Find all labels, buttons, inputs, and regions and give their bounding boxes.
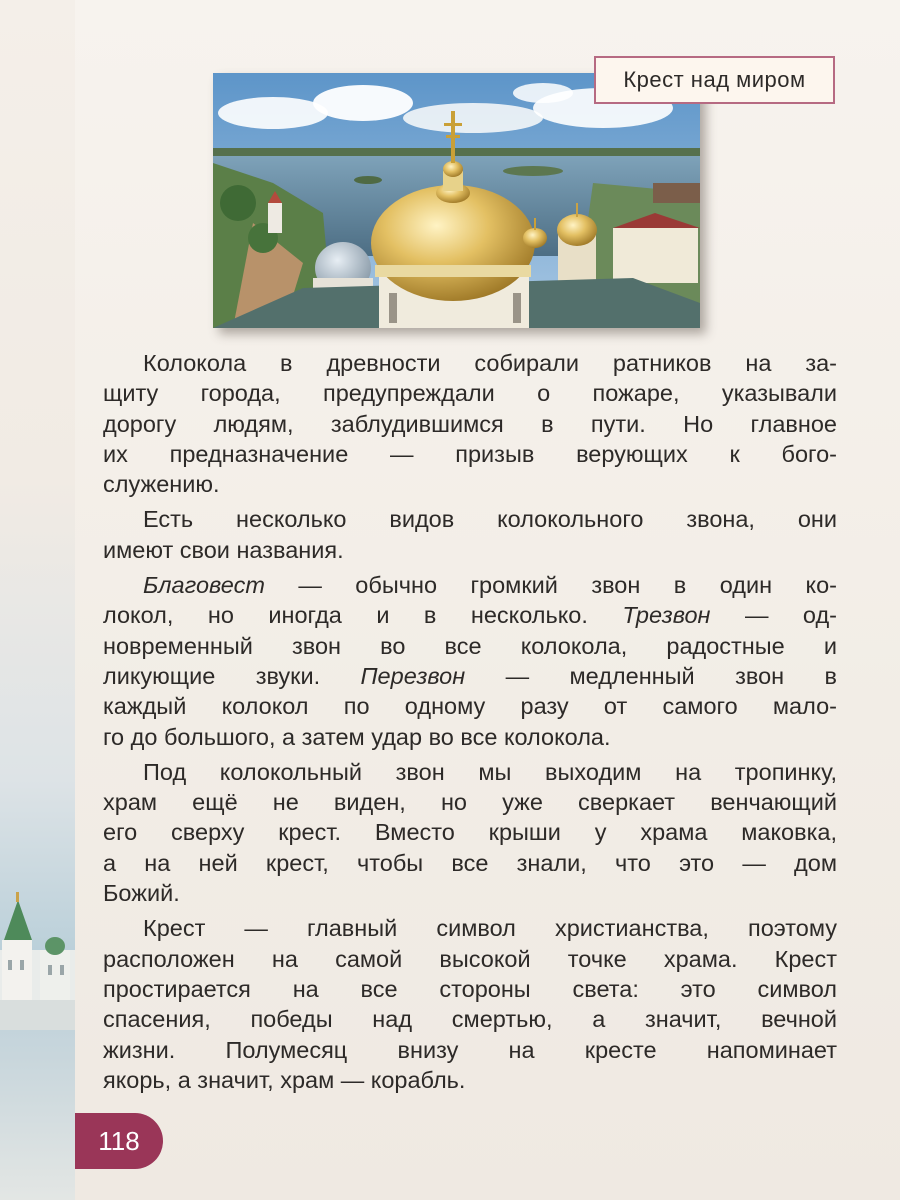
emphasized-term: Благовест (143, 572, 265, 599)
text-segment: — од- (710, 602, 838, 629)
paragraph (103, 913, 837, 1095)
text-segment: каждый колокол по одному разу от самого мало- (103, 693, 837, 720)
text-segment: — медленный звон в (465, 662, 837, 689)
text-line (103, 469, 837, 499)
paragraph (103, 504, 837, 565)
text-line (103, 409, 837, 439)
text-line (103, 631, 837, 661)
text-line (103, 848, 837, 878)
text-segment: спасения, победы над смертью, а значит, вечной (103, 1006, 837, 1033)
text-segment: расположен на самой высокой точке храма. Крест (103, 945, 837, 972)
text-line (103, 504, 837, 534)
text-segment: якорь, а значит, храм — корабль. (103, 1066, 466, 1093)
text-line (103, 944, 837, 974)
text-line (103, 439, 837, 469)
monastery-photo (213, 73, 700, 328)
church-silhouette-icon (0, 890, 75, 1030)
text-segment: Божий. (103, 880, 180, 907)
body-text (103, 348, 837, 1100)
text-line (103, 570, 837, 600)
text-line (103, 757, 837, 787)
text-segment: их предназначение — призыв верующих к бого- (103, 440, 837, 467)
text-segment: имеют свои названия. (103, 536, 344, 563)
text-segment: новременный звон во все колокола, радостные и (103, 632, 837, 659)
text-segment: Под колокольный звон мы выходим на тропинку, (143, 758, 837, 785)
left-decorative-strip (0, 0, 75, 1200)
text-segment: локол, но иногда и в несколько. (103, 602, 623, 629)
paragraph (103, 757, 837, 908)
page-number: 118 (75, 1113, 163, 1169)
text-segment: простирается на все стороны света: это символ (103, 975, 837, 1002)
text-line (103, 535, 837, 565)
paragraph (103, 570, 837, 752)
text-segment: а на ней крест, чтобы все знали, что это — дом (103, 849, 837, 876)
text-segment: Крест — главный символ христианства, поэтому (143, 915, 837, 942)
text-line (103, 661, 837, 691)
text-segment: служению. (103, 471, 220, 498)
text-line (103, 600, 837, 630)
text-line (103, 1035, 837, 1065)
text-segment: ликующие звуки. (103, 662, 361, 689)
text-line (103, 722, 837, 752)
text-segment: Есть несколько видов колокольного звона, они (143, 506, 837, 533)
text-line (103, 974, 837, 1004)
text-line (103, 817, 837, 847)
text-segment: Колокола в древности собирали ратников на за- (143, 350, 837, 376)
text-segment: жизни. Полумесяц внизу на кресте напоминает (103, 1036, 837, 1063)
text-segment: дорогу людям, заблудившимся в пути. Но главное (103, 410, 837, 437)
text-segment: го до большого, а затем удар во все колокола. (103, 723, 611, 750)
section-heading: Крест над миром (594, 56, 835, 104)
text-segment: — обычно громкий звон в один ко- (264, 572, 837, 599)
text-line (103, 378, 837, 408)
emphasized-term: Перезвон (360, 662, 466, 689)
text-line (103, 913, 837, 943)
text-line (103, 1004, 837, 1034)
text-line (103, 787, 837, 817)
text-segment: щиту города, предупреждали о пожаре, указывали (103, 380, 837, 407)
emphasized-term: Трезвон (622, 602, 711, 629)
text-line (103, 1065, 837, 1095)
text-line (103, 878, 837, 908)
text-segment: его сверху крест. Вместо крыши у храма маковка, (103, 819, 837, 846)
paragraph (103, 348, 837, 499)
text-segment: храм ещё не виден, но уже сверкает венчающий (103, 789, 837, 816)
text-line (103, 348, 837, 378)
text-line (103, 691, 837, 721)
